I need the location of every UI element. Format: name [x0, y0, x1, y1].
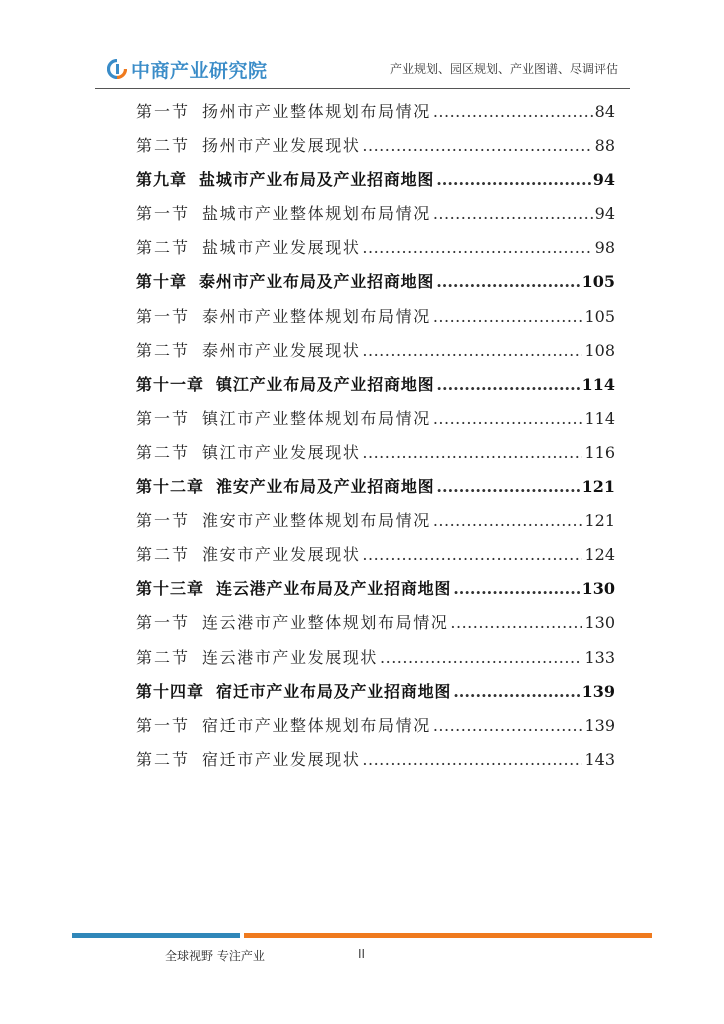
- toc-entry-number: 第十三章: [136, 579, 205, 599]
- toc-entry-title: 镇江市产业发展现状: [202, 442, 361, 462]
- toc-entry-title: 扬州市产业整体规划布局情况: [202, 102, 431, 121]
- toc-dot-leader: [453, 675, 579, 709]
- toc-entry-number: 第二节: [136, 238, 191, 258]
- toc-entry-page: 94: [592, 170, 615, 190]
- toc-section-entry[interactable]: [136, 95, 615, 129]
- toc-section-entry[interactable]: [136, 743, 615, 777]
- toc-dot-leader: [436, 368, 579, 402]
- header-divider: [95, 88, 630, 89]
- toc-entry-title: 盐城市产业布局及产业招商地图: [199, 170, 435, 190]
- page-header: [95, 48, 630, 88]
- toc-entry-page: 108: [584, 340, 615, 360]
- toc-entry-title: 宿迁市产业整体规划布局情况: [202, 715, 431, 735]
- toc-entry-number: 第二节: [136, 136, 191, 156]
- toc-entry-page: 139: [584, 715, 615, 735]
- toc-entry-page: 114: [581, 374, 615, 394]
- toc-section-entry[interactable]: [136, 436, 615, 470]
- toc-entry-number: 第一节: [136, 715, 191, 735]
- toc-entry-number: 第十四章: [136, 681, 205, 701]
- toc-dot-leader: [380, 641, 582, 675]
- toc-entry-title: 扬州市产业发展现状: [202, 136, 361, 156]
- toc-entry-number: 第一节: [136, 102, 191, 121]
- toc-entry-page: 143: [584, 749, 615, 769]
- toc-entry-number: 第一节: [136, 306, 191, 326]
- toc-entry-page: 98: [594, 238, 615, 258]
- toc-entry-page: 105: [584, 306, 615, 326]
- toc-entry-title: 连云港市产业整体规划布局情况: [202, 613, 449, 633]
- toc-dot-leader: [453, 572, 579, 606]
- toc-chapter-entry[interactable]: [136, 265, 615, 299]
- toc-entry-page: 114: [584, 408, 615, 428]
- toc-dot-leader: [362, 436, 582, 470]
- toc-dot-leader: [450, 606, 582, 640]
- toc-entry-number: 第一节: [136, 613, 191, 633]
- toc-entry-title: 盐城市产业发展现状: [202, 238, 361, 258]
- toc-entry-title: 镇江市产业整体规划布局情况: [202, 408, 431, 428]
- toc-dot-leader: [433, 504, 583, 538]
- toc-chapter-entry[interactable]: [136, 572, 615, 606]
- toc-entry-page: 139: [581, 681, 615, 701]
- toc-dot-leader: [433, 95, 593, 129]
- toc-entry-page: 130: [584, 613, 615, 633]
- toc-entry-page: 121: [584, 511, 615, 531]
- toc-entry-number: 第一节: [136, 204, 191, 224]
- toc-entry-page: 130: [581, 579, 615, 599]
- toc-entry-number: 第二节: [136, 340, 191, 360]
- toc-dot-leader: [362, 538, 582, 572]
- toc-section-entry[interactable]: [136, 197, 615, 231]
- toc-entry-title: 淮安市产业发展现状: [202, 545, 361, 565]
- toc-entry-number: 第一节: [136, 511, 191, 531]
- toc-chapter-entry[interactable]: [136, 163, 615, 197]
- toc-entry-page: 84: [594, 102, 615, 121]
- toc-dot-leader: [362, 334, 582, 368]
- toc-section-entry[interactable]: [136, 300, 615, 334]
- toc-section-entry[interactable]: [136, 334, 615, 368]
- table-of-contents: [136, 95, 615, 777]
- toc-chapter-entry[interactable]: [136, 470, 615, 504]
- toc-entry-page: 121: [581, 477, 615, 497]
- toc-entry-page: 124: [584, 545, 615, 565]
- toc-section-entry[interactable]: [136, 641, 615, 675]
- header-tagline: 产业规划、园区规划、产业图谱、尽调评估: [389, 62, 618, 76]
- toc-dot-leader: [433, 402, 583, 436]
- toc-dot-leader: [362, 743, 582, 777]
- footer-bar-right: [244, 933, 652, 938]
- toc-entry-page: 116: [584, 442, 615, 462]
- toc-dot-leader: [433, 197, 593, 231]
- toc-section-entry[interactable]: [136, 129, 615, 163]
- toc-dot-leader: [433, 300, 583, 334]
- toc-entry-number: 第二节: [136, 442, 191, 462]
- toc-section-entry[interactable]: [136, 231, 615, 265]
- toc-dot-leader: [436, 470, 579, 504]
- toc-entry-page: 94: [594, 204, 615, 224]
- toc-entry-title: 淮安市产业整体规划布局情况: [202, 511, 431, 531]
- toc-entry-title: 泰州市产业发展现状: [202, 340, 361, 360]
- toc-section-entry[interactable]: [136, 402, 615, 436]
- toc-entry-title: 泰州市产业整体规划布局情况: [202, 306, 431, 326]
- toc-entry-number: 第九章: [136, 170, 188, 190]
- logo-text: 中商产业研究院: [131, 59, 268, 82]
- toc-entry-page: 133: [584, 647, 615, 667]
- toc-entry-title: 镇江产业布局及产业招商地图: [216, 374, 435, 394]
- toc-entry-title: 淮安产业布局及产业招商地图: [216, 477, 435, 497]
- toc-entry-title: 盐城市产业整体规划布局情况: [202, 204, 431, 224]
- company-logo: [107, 56, 268, 82]
- footer-slogan: 全球视野 专注产业: [165, 949, 265, 963]
- logo-mark-icon: [107, 59, 127, 79]
- toc-entry-title: 泰州市产业布局及产业招商地图: [199, 272, 435, 292]
- toc-entry-number: 第二节: [136, 647, 191, 667]
- toc-chapter-entry[interactable]: [136, 368, 615, 402]
- toc-entry-number: 第二节: [136, 749, 191, 769]
- toc-entry-title: 宿迁市产业布局及产业招商地图: [216, 681, 452, 701]
- footer-bar-left: [72, 933, 240, 938]
- toc-entry-title: 连云港市产业发展现状: [202, 647, 379, 667]
- toc-section-entry[interactable]: [136, 709, 615, 743]
- page-number: II: [358, 947, 366, 961]
- toc-entry-title: 连云港产业布局及产业招商地图: [216, 579, 452, 599]
- toc-dot-leader: [433, 709, 583, 743]
- toc-entry-number: 第二节: [136, 545, 191, 565]
- toc-chapter-entry[interactable]: [136, 675, 615, 709]
- toc-entry-number: 第十二章: [136, 477, 205, 497]
- toc-entry-number: 第十章: [136, 272, 188, 292]
- toc-dot-leader: [436, 265, 579, 299]
- toc-section-entry[interactable]: [136, 504, 615, 538]
- toc-dot-leader: [436, 163, 591, 197]
- toc-dot-leader: [362, 231, 592, 265]
- toc-entry-page: 105: [581, 272, 615, 292]
- toc-section-entry[interactable]: [136, 538, 615, 572]
- toc-entry-page: 88: [594, 136, 615, 156]
- toc-entry-number: 第一节: [136, 408, 191, 428]
- toc-section-entry[interactable]: [136, 606, 615, 640]
- toc-dot-leader: [362, 129, 592, 163]
- toc-entry-title: 宿迁市产业发展现状: [202, 749, 361, 769]
- toc-entry-number: 第十一章: [136, 374, 205, 394]
